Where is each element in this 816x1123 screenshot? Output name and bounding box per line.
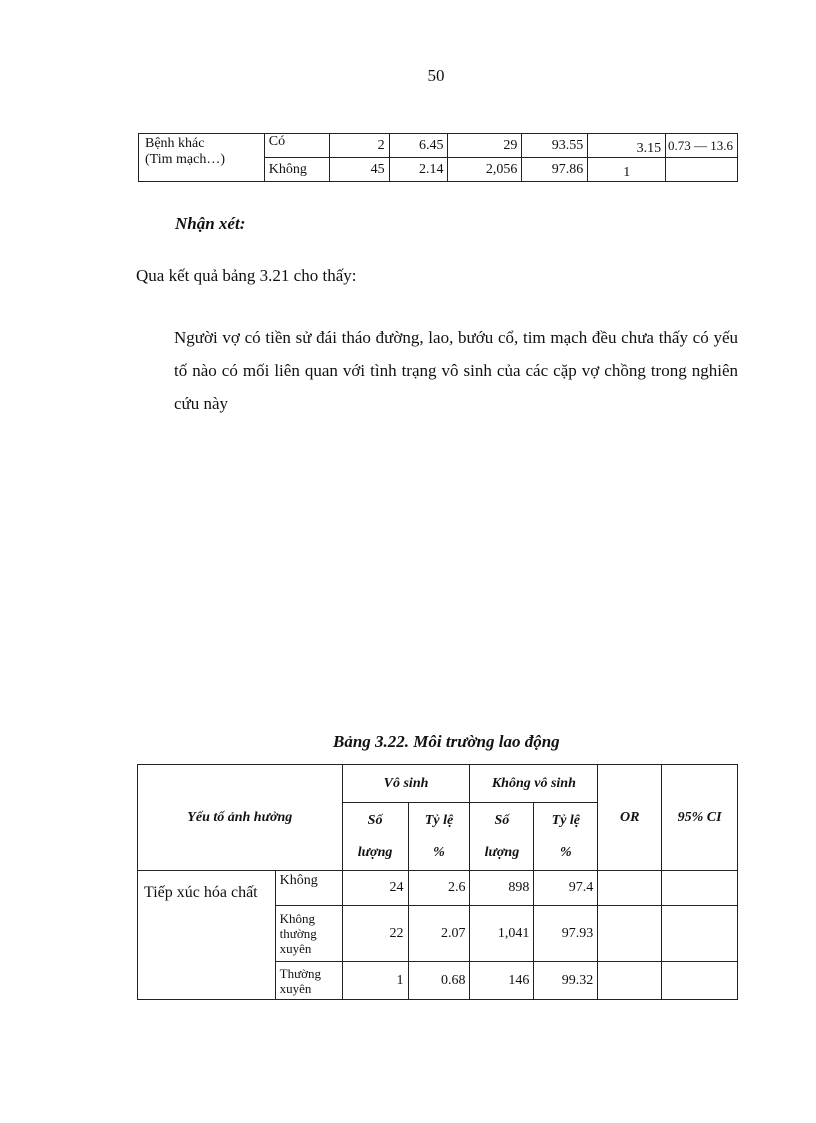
or-cell: [598, 871, 662, 906]
or-cell: 3.15: [588, 134, 666, 158]
count-cell: 29: [448, 134, 522, 158]
group-cell: Không: [264, 158, 329, 182]
header-khong-vo-sinh: Không vô sinh: [470, 765, 598, 803]
group-cell: Có: [264, 134, 329, 158]
row-label-line1: Bệnh khác: [145, 136, 205, 151]
table-caption: Bảng 3.22. Môi trường lao động: [333, 732, 560, 751]
percent-cell: 97.86: [522, 158, 588, 182]
header-row: [138, 765, 738, 803]
page-number: 50: [427, 66, 445, 85]
or-cell: [598, 906, 662, 962]
header-so-luong: Số lượng: [342, 803, 408, 871]
ci-cell: [666, 158, 738, 182]
row-label-cell: [139, 134, 265, 182]
count-cell: 2: [329, 134, 389, 158]
count-cell: 22: [342, 906, 408, 962]
header-ci: 95% CI: [662, 765, 738, 871]
count-cell: 1,041: [470, 906, 534, 962]
percent-cell: 2.6: [408, 871, 470, 906]
factor-label: Tiếp xúc hóa chất: [138, 871, 276, 1000]
remark-paragraph: Người vợ có tiền sử đái tháo đường, lao, bướu cổ, tim mạch đều chưa thấy có yếu tố nào có mối liên quan với tình trạng vô sinh của các cặp vợ chồng trong nghiên cứu này: [174, 328, 738, 413]
table-row: [138, 871, 738, 906]
or-reference-cell: 1: [588, 158, 666, 182]
percent-cell: 97.4: [534, 871, 598, 906]
level-cell: Không: [275, 871, 342, 906]
ci-cell: [662, 906, 738, 962]
count-cell: 146: [470, 962, 534, 1000]
percent-cell: 0.68: [408, 962, 470, 1000]
percent-cell: 2.14: [389, 158, 448, 182]
table-3-22: [137, 764, 738, 1000]
percent-cell: 6.45: [389, 134, 448, 158]
count-cell: 24: [342, 871, 408, 906]
header-factor: Yếu tố ảnh hưởng: [138, 765, 343, 871]
table-3-21-continuation: [138, 133, 738, 182]
percent-cell: 99.32: [534, 962, 598, 1000]
remark-intro: Qua kết quả bảng 3.21 cho thấy:: [136, 266, 357, 285]
percent-cell: 97.93: [534, 906, 598, 962]
count-cell: 2,056: [448, 158, 522, 182]
header-ty-le: Tỷ lệ %: [408, 803, 470, 871]
count-cell: 1: [342, 962, 408, 1000]
level-cell: Thường xuyên: [275, 962, 342, 1000]
table-row: [139, 134, 738, 158]
ci-cell: [662, 871, 738, 906]
header-vo-sinh: Vô sinh: [342, 765, 470, 803]
percent-cell: 93.55: [522, 134, 588, 158]
remark-heading: Nhận xét:: [175, 214, 246, 233]
level-cell: Không thường xuyên: [275, 906, 342, 962]
header-or: OR: [598, 765, 662, 871]
count-cell: 45: [329, 158, 389, 182]
row-label-line2: (Tim mạch…): [145, 152, 225, 167]
ci-cell: [662, 962, 738, 1000]
percent-cell: 2.07: [408, 906, 470, 962]
header-ty-le: Tỷ lệ %: [534, 803, 598, 871]
header-so-luong: Số lượng: [470, 803, 534, 871]
count-cell: 898: [470, 871, 534, 906]
ci-cell: 0.73 — 13.6: [666, 134, 738, 158]
or-cell: [598, 962, 662, 1000]
